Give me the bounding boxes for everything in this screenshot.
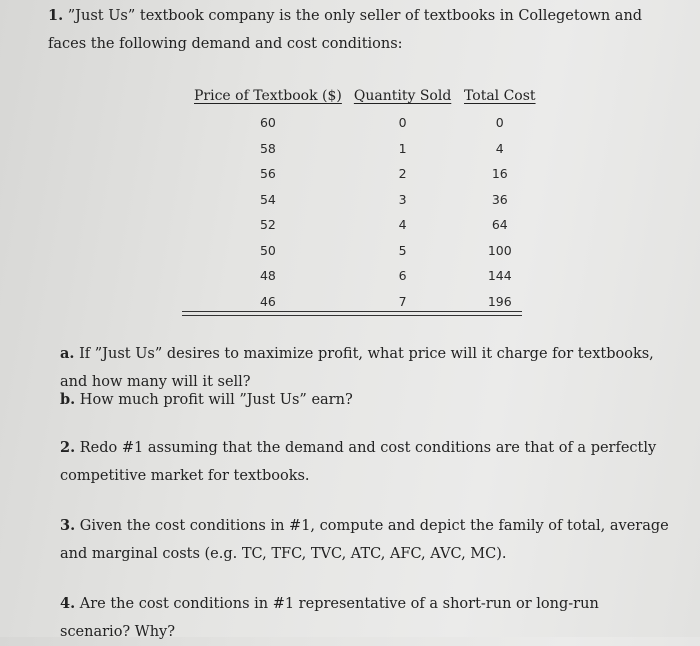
table-bottom-rule-double: [182, 315, 522, 316]
total-cost-cell: 196: [487, 293, 512, 309]
part-a-text: If ”Just Us” desires to maximize profit, what price will it charge for textbooks, and how many will it sell?: [60, 346, 654, 390]
table-row: [188, 136, 542, 162]
question-3-text: Given the cost conditions in #1, compute and depict the family of total, average and marginal costs (e.g. TC, TFC, TVC, ATC, AFC, AVC, MC).: [60, 518, 669, 562]
part-b-label: b.: [60, 391, 76, 408]
question-4-text: Are the cost conditions in #1 representative of a short-run or long-run scenario? Why?: [60, 596, 599, 640]
total-cost-cell: 36: [491, 191, 508, 207]
question-3: [60, 512, 670, 568]
part-a-label: a.: [60, 345, 75, 362]
quantity-cell: 5: [398, 242, 407, 258]
total-cost-cell: 100: [487, 242, 512, 258]
quantity-cell: 0: [398, 115, 407, 131]
table-row: [188, 110, 542, 136]
price-cell: 58: [259, 140, 276, 156]
table-row: [188, 187, 542, 213]
question-2: [60, 434, 670, 490]
question-2-text: Redo #1 assuming that the demand and cost conditions are that of a perfectly competitive market for textbooks.: [60, 440, 657, 484]
table-row: [188, 212, 542, 238]
price-cell: 50: [259, 242, 276, 258]
quantity-cell: 1: [398, 140, 407, 156]
total-cost-cell: 0: [495, 115, 504, 131]
price-cell: 54: [259, 191, 276, 207]
header-quantity: Quantity Sold: [353, 88, 452, 104]
question-1-text: ”Just Us” textbook company is the only seller of textbooks in Collegetown and faces the following demand and cost conditions:: [48, 8, 643, 52]
table-bottom-rule: [182, 311, 522, 312]
price-cell: 46: [259, 293, 276, 309]
table-row: [188, 263, 542, 289]
header-total-cost: Total Cost: [464, 88, 536, 104]
table-row: [188, 238, 542, 264]
price-cell: 48: [259, 268, 276, 284]
question-3-number: 3.: [60, 517, 76, 534]
quantity-cell: 6: [398, 268, 407, 284]
quantity-cell: 7: [398, 293, 407, 309]
price-cell: 56: [259, 166, 276, 182]
question-2-number: 2.: [60, 439, 76, 456]
question-1: [48, 2, 668, 58]
price-cell: 52: [259, 217, 276, 233]
quantity-cell: 2: [398, 166, 407, 182]
question-1-number: 1.: [48, 7, 64, 24]
question-4: [60, 590, 670, 646]
quantity-cell: 3: [398, 191, 407, 207]
demand-cost-table: [188, 88, 542, 314]
total-cost-cell: 64: [491, 217, 508, 233]
quantity-cell: 4: [398, 217, 407, 233]
part-b: [60, 386, 670, 414]
total-cost-cell: 4: [495, 140, 504, 156]
table-row: [188, 161, 542, 187]
price-cell: 60: [259, 115, 276, 131]
part-b-text: How much profit will ”Just Us” earn?: [79, 392, 353, 408]
header-price: Price of Textbook ($): [194, 88, 342, 104]
question-4-number: 4.: [60, 595, 76, 612]
total-cost-cell: 144: [487, 268, 512, 284]
total-cost-cell: 16: [491, 166, 508, 182]
table-header-row: [188, 88, 542, 110]
